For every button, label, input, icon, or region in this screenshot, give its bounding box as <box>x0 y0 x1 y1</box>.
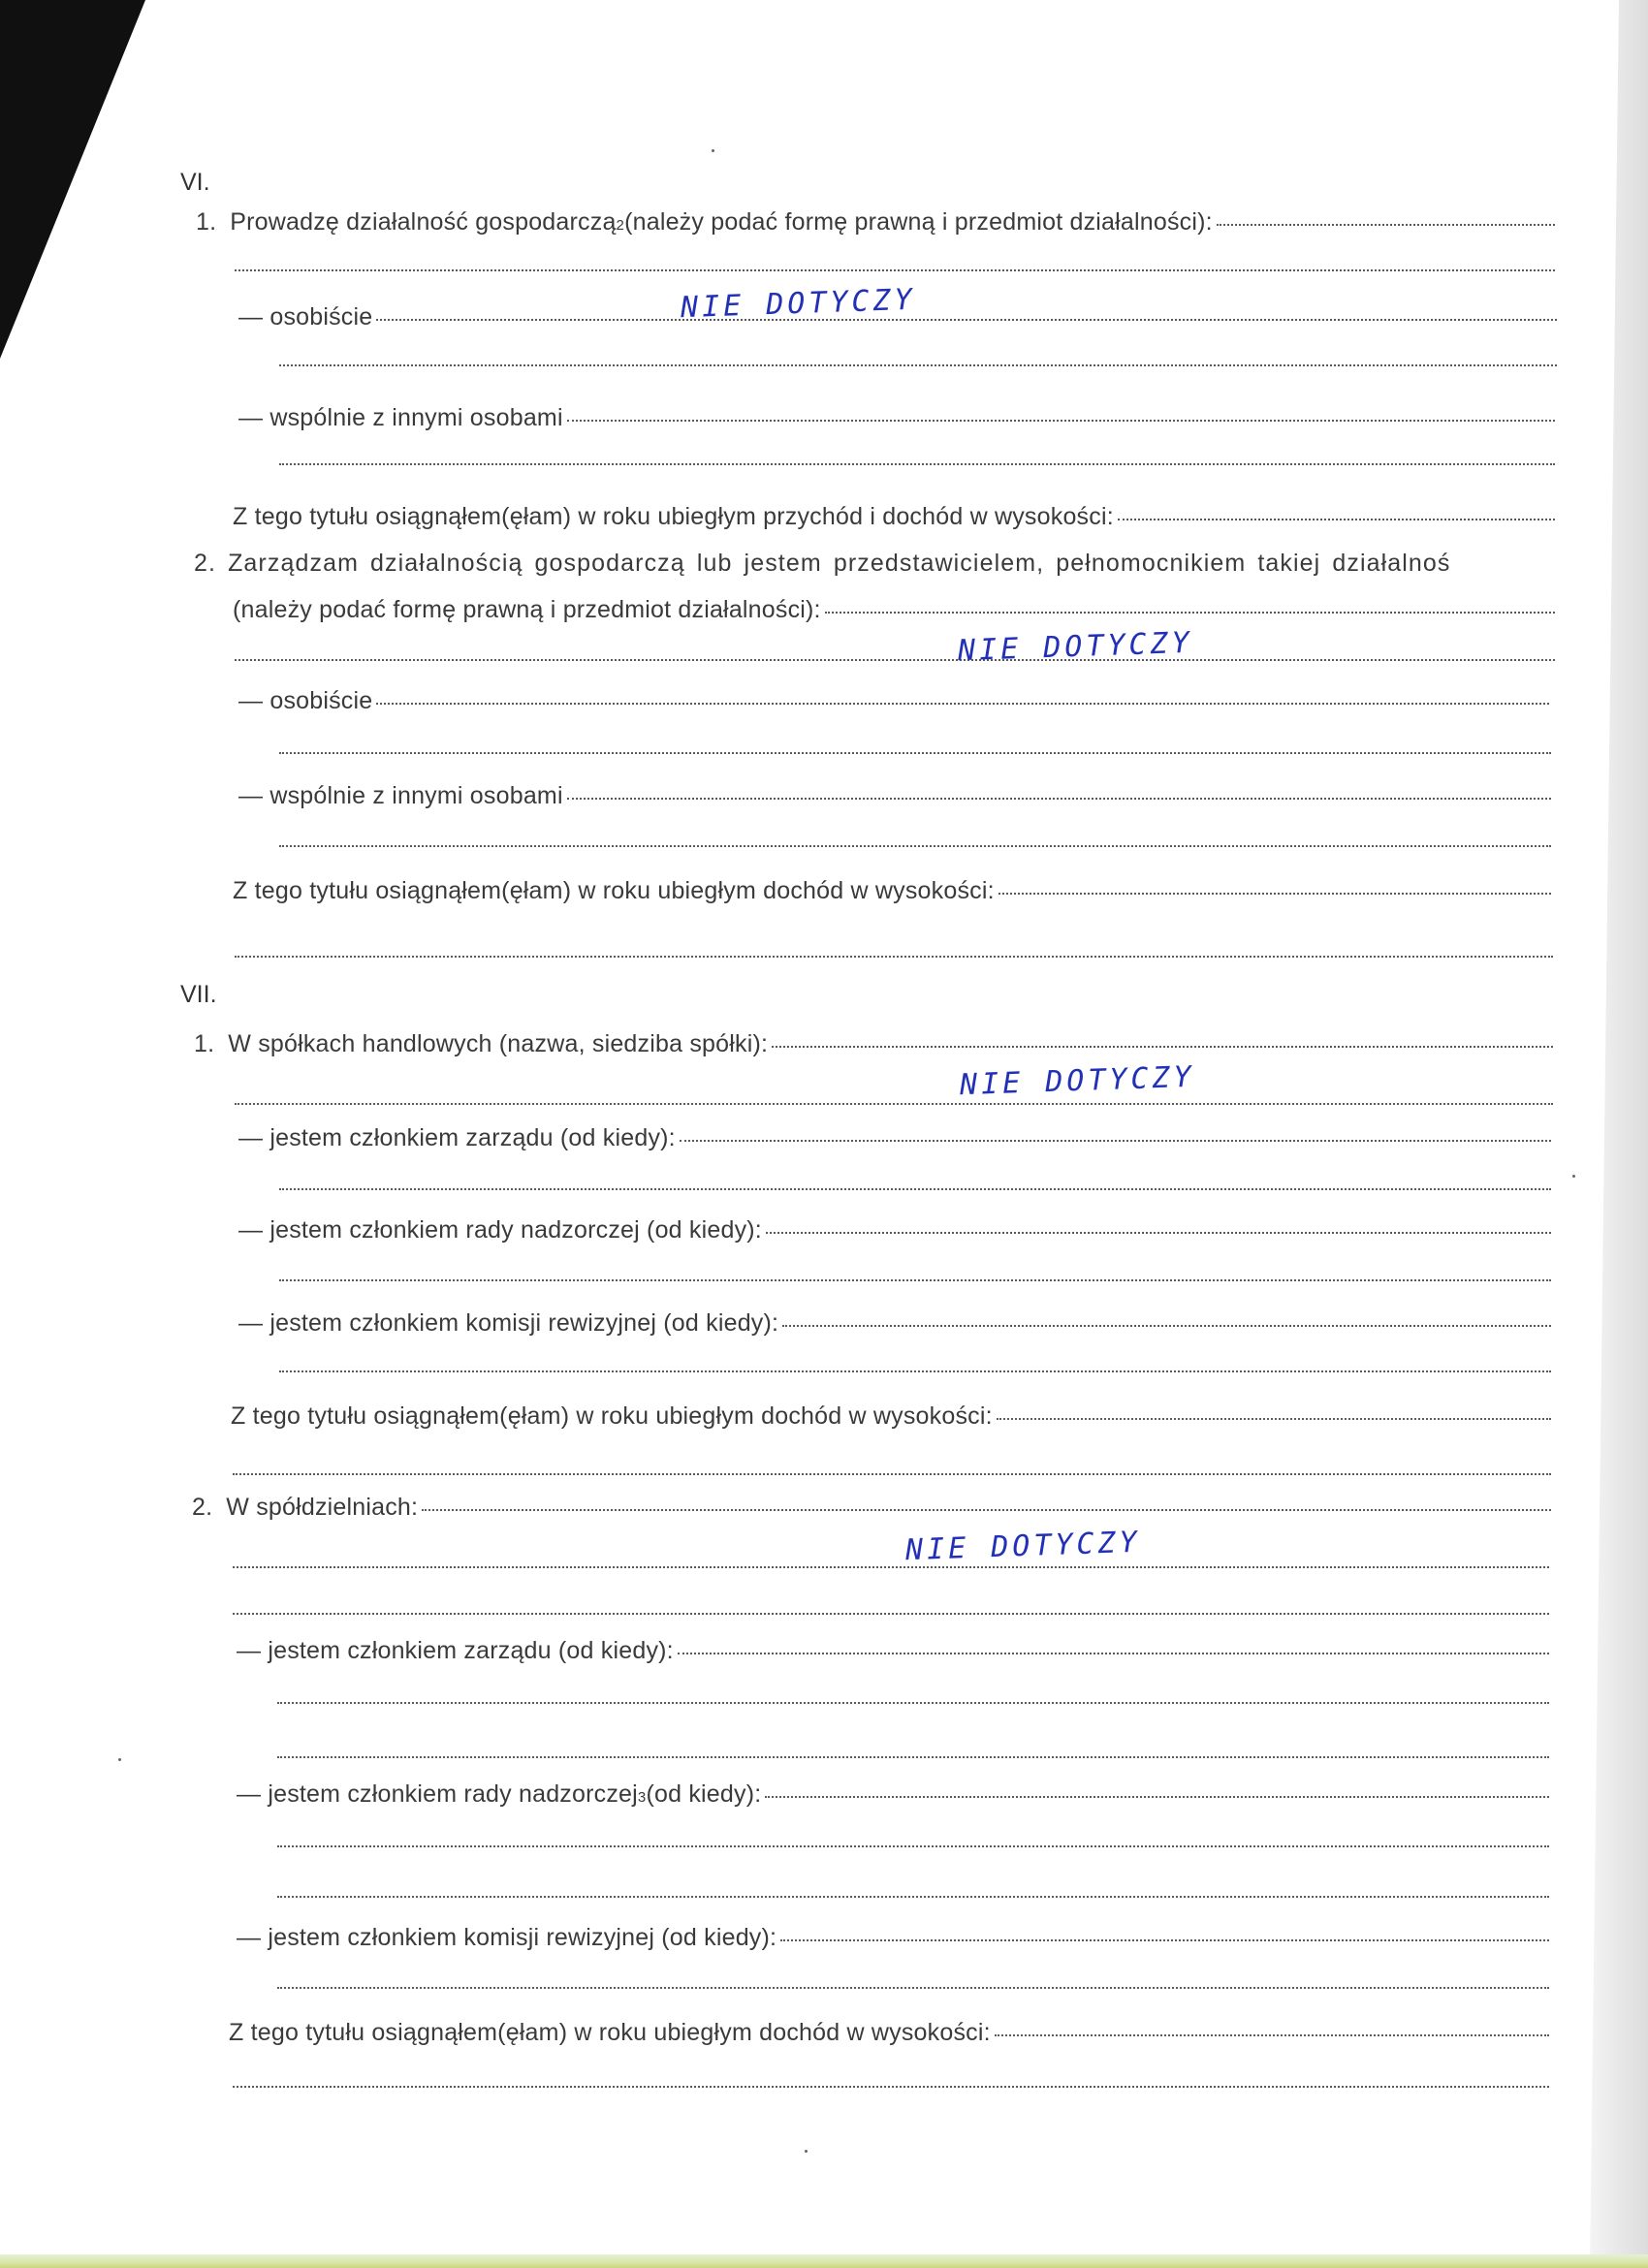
vi-2-row-cont <box>233 595 1555 624</box>
vi-2-personally-line-2[interactable] <box>279 752 1551 754</box>
vi-1-text-cont: (należy podać formę prawną i przedmiot działalności): <box>624 208 1213 236</box>
vi-1-jointly-line-2[interactable] <box>279 463 1555 465</box>
vi-2-personally-field[interactable] <box>376 703 1549 705</box>
scan-speck <box>1572 1175 1575 1178</box>
scan-right-edge <box>1590 0 1648 2268</box>
vi-1-personally-label: — osobiście <box>238 303 373 331</box>
vii-2-supervisory-line-3[interactable] <box>277 1896 1549 1898</box>
vii-1-board-row <box>238 1123 1551 1152</box>
vii-2-supervisory-field[interactable] <box>765 1796 1549 1798</box>
vii-1-audit-field[interactable] <box>782 1325 1551 1327</box>
vi-2-number: 2. <box>194 550 217 577</box>
vii-1-row <box>194 1029 1553 1058</box>
vi-2-income-label: Z tego tytułu osiągnąłem(ęłam) w roku ubiegłym dochód w wysokości: <box>233 877 995 904</box>
vii-2-line-2[interactable] <box>233 1566 1549 1568</box>
section-vii-heading: VII. <box>180 981 217 1008</box>
vi-1-jointly-row <box>238 403 1555 432</box>
scan-speck <box>805 2150 808 2153</box>
vii-1-supervisory-field[interactable] <box>766 1232 1551 1234</box>
section-vi-heading: VI. <box>180 169 210 196</box>
vi-2-fill-line[interactable] <box>825 612 1555 614</box>
vii-1-supervisory-label: — jestem członkiem rady nadzorczej (od kiedy): <box>238 1216 762 1244</box>
vii-2-income-line-2[interactable] <box>233 2086 1549 2088</box>
scan-speck <box>712 149 714 152</box>
vii-1-line-2[interactable] <box>235 1103 1553 1105</box>
vi-2-income-row <box>233 876 1551 905</box>
vii-2-supervisory-row: — jestem członkiem rady nadzorczej 3 (od kiedy): <box>237 1780 1549 1809</box>
vi-1-fill-line[interactable] <box>1217 224 1555 226</box>
vi-1-number: 1. <box>196 208 217 236</box>
vi-1-income-label: Z tego tytułu osiągnąłem(ęłam) w roku ubiegłym przychód i dochód w wysokości: <box>233 503 1114 530</box>
vi-1-jointly-field[interactable] <box>567 420 1555 422</box>
vii-1-text: W spółkach handlowych (nazwa, siedziba spółki): <box>228 1030 769 1057</box>
vii-1-number: 1. <box>194 1030 215 1057</box>
vi-1-personally-line-2[interactable] <box>279 364 1557 366</box>
vii-2-board-label: — jestem członkiem zarządu (od kiedy): <box>237 1637 674 1664</box>
vii-1-income-line-2[interactable] <box>233 1473 1551 1475</box>
vi-1-row: 1. Prowadzę działalność gospodarczą 2 (należy podać formę prawną i przedmiot działalności): <box>196 207 1555 236</box>
vi-1-jointly-label: — wspólnie z innymi osobami <box>238 404 563 431</box>
vii-1-audit-line-2[interactable] <box>279 1370 1551 1372</box>
vii-2-line-3[interactable] <box>233 1613 1549 1615</box>
vi-2-personally-label: — osobiście <box>238 687 373 714</box>
vii-1-income-label: Z tego tytułu osiągnąłem(ęłam) w roku ubiegłym dochód w wysokości: <box>231 1402 993 1430</box>
scan-bottom-edge <box>0 2254 1648 2268</box>
vi-2-jointly-row <box>238 781 1551 810</box>
vii-2-income-field[interactable] <box>995 2034 1549 2036</box>
vii-1-handwritten-note: NIE DOTYCZY <box>959 1059 1196 1103</box>
vii-2-income-row <box>229 2018 1549 2047</box>
vii-1-supervisory-line-2[interactable] <box>279 1279 1551 1281</box>
vii-1-board-field[interactable] <box>680 1140 1551 1142</box>
vi-1-handwritten-note: NIE DOTYCZY <box>680 282 917 326</box>
vi-2-handwritten-note: NIE DOTYCZY <box>957 625 1194 669</box>
vii-2-supervisory-line-2[interactable] <box>277 1845 1549 1847</box>
vi-2-text-cont: (należy podać formę prawną i przedmiot działalności): <box>233 596 821 623</box>
scan-dark-corner <box>0 0 155 368</box>
vii-2-board-field[interactable] <box>678 1653 1549 1654</box>
vi-2-income-field[interactable] <box>998 893 1551 895</box>
vii-2-audit-field[interactable] <box>780 1939 1549 1941</box>
vii-1-fill-line[interactable] <box>772 1046 1553 1048</box>
vi-2-income-line-2[interactable] <box>235 956 1553 958</box>
vii-2-income-label: Z tego tytułu osiągnąłem(ęłam) w roku ubiegłym dochód w wysokości: <box>229 2019 991 2046</box>
vii-2-supervisory-tail: (od kiedy): <box>646 1780 762 1808</box>
vi-2-jointly-field[interactable] <box>567 798 1551 800</box>
vii-2-number: 2. <box>192 1494 213 1521</box>
vii-2-board-row <box>237 1636 1549 1665</box>
vii-2-audit-label: — jestem członkiem komisji rewizyjnej (od kiedy): <box>237 1924 777 1951</box>
vi-1-text: Prowadzę działalność gospodarczą <box>230 208 617 236</box>
vii-1-board-label: — jestem członkiem zarządu (od kiedy): <box>238 1124 676 1151</box>
vii-1-income-field[interactable] <box>997 1418 1551 1420</box>
vii-1-board-line-2[interactable] <box>279 1188 1551 1190</box>
vii-1-audit-label: — jestem członkiem komisji rewizyjnej (od kiedy): <box>238 1309 779 1337</box>
vii-2-row <box>192 1493 1551 1522</box>
vi-2-personally-row <box>238 686 1549 715</box>
vi-2-text: Zarządzam działalnością gospodarczą lub jestem przedstawicielem, pełnomocnikiem takiej działalnoś <box>228 550 1451 577</box>
vi-2-row <box>194 549 1561 578</box>
vii-2-text: W spółdzielniach: <box>226 1494 419 1521</box>
vi-1-income-field[interactable] <box>1118 519 1555 520</box>
vii-2-board-line-3[interactable] <box>277 1756 1549 1758</box>
vii-2-fill-line[interactable] <box>422 1509 1551 1511</box>
vii-2-audit-line-2[interactable] <box>277 1987 1549 1989</box>
scan-speck <box>118 1758 121 1761</box>
vii-2-handwritten-note: NIE DOTYCZY <box>904 1525 1142 1568</box>
vii-2-supervisory-label: — jestem członkiem rady nadzorczej <box>237 1780 638 1808</box>
vi-1-personally-field[interactable] <box>376 319 1557 321</box>
vii-2-audit-row <box>237 1923 1549 1952</box>
vi-1-line-2[interactable] <box>235 269 1555 271</box>
vi-2-jointly-line-2[interactable] <box>279 845 1551 847</box>
vii-2-board-line-2[interactable] <box>277 1702 1549 1704</box>
vii-1-audit-row <box>238 1308 1551 1338</box>
vii-1-supervisory-row <box>238 1215 1551 1244</box>
vi-2-jointly-label: — wspólnie z innymi osobami <box>238 782 563 809</box>
vii-1-income-row <box>231 1402 1551 1431</box>
vi-1-income-row <box>233 502 1555 531</box>
vi-2-line-2[interactable] <box>235 659 1555 661</box>
